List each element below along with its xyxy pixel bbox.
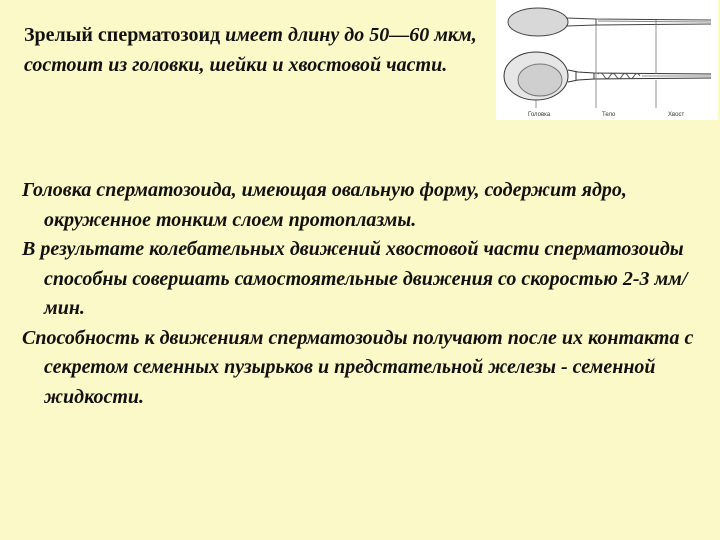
- label-body: Тело: [602, 112, 616, 118]
- label-head: Головка: [528, 112, 551, 118]
- paragraph-motion: В результате колебательных движений хвостовой части сперматозоиды способны совершать самостоятельные движения со скоростью 2-3 мм/мин.: [22, 238, 688, 319]
- body-text: [22, 176, 712, 412]
- paragraph-motility: Способность к движениям сперматозоиды получают после их контакта с секретом семенных пузырьков и предстательной железы - семенной жидкости.: [22, 326, 694, 408]
- intro-text: [24, 20, 494, 80]
- intro-bold: Зрелый сперматозоид: [24, 24, 226, 46]
- sperm-illustration: [496, 0, 718, 120]
- sperm-side-view: [508, 8, 711, 36]
- label-tail: Хвост: [668, 112, 685, 118]
- paragraph-head: Головка сперматозоида, имеющая овальную форму, содержит ядро, окруженное тонким слоем протоплазмы.: [22, 179, 627, 231]
- intro-italic: имеет длину до 50—60 мкм, состоит из головки, шейки и хвостовой части.: [24, 24, 477, 76]
- sperm-face-view: [504, 52, 711, 100]
